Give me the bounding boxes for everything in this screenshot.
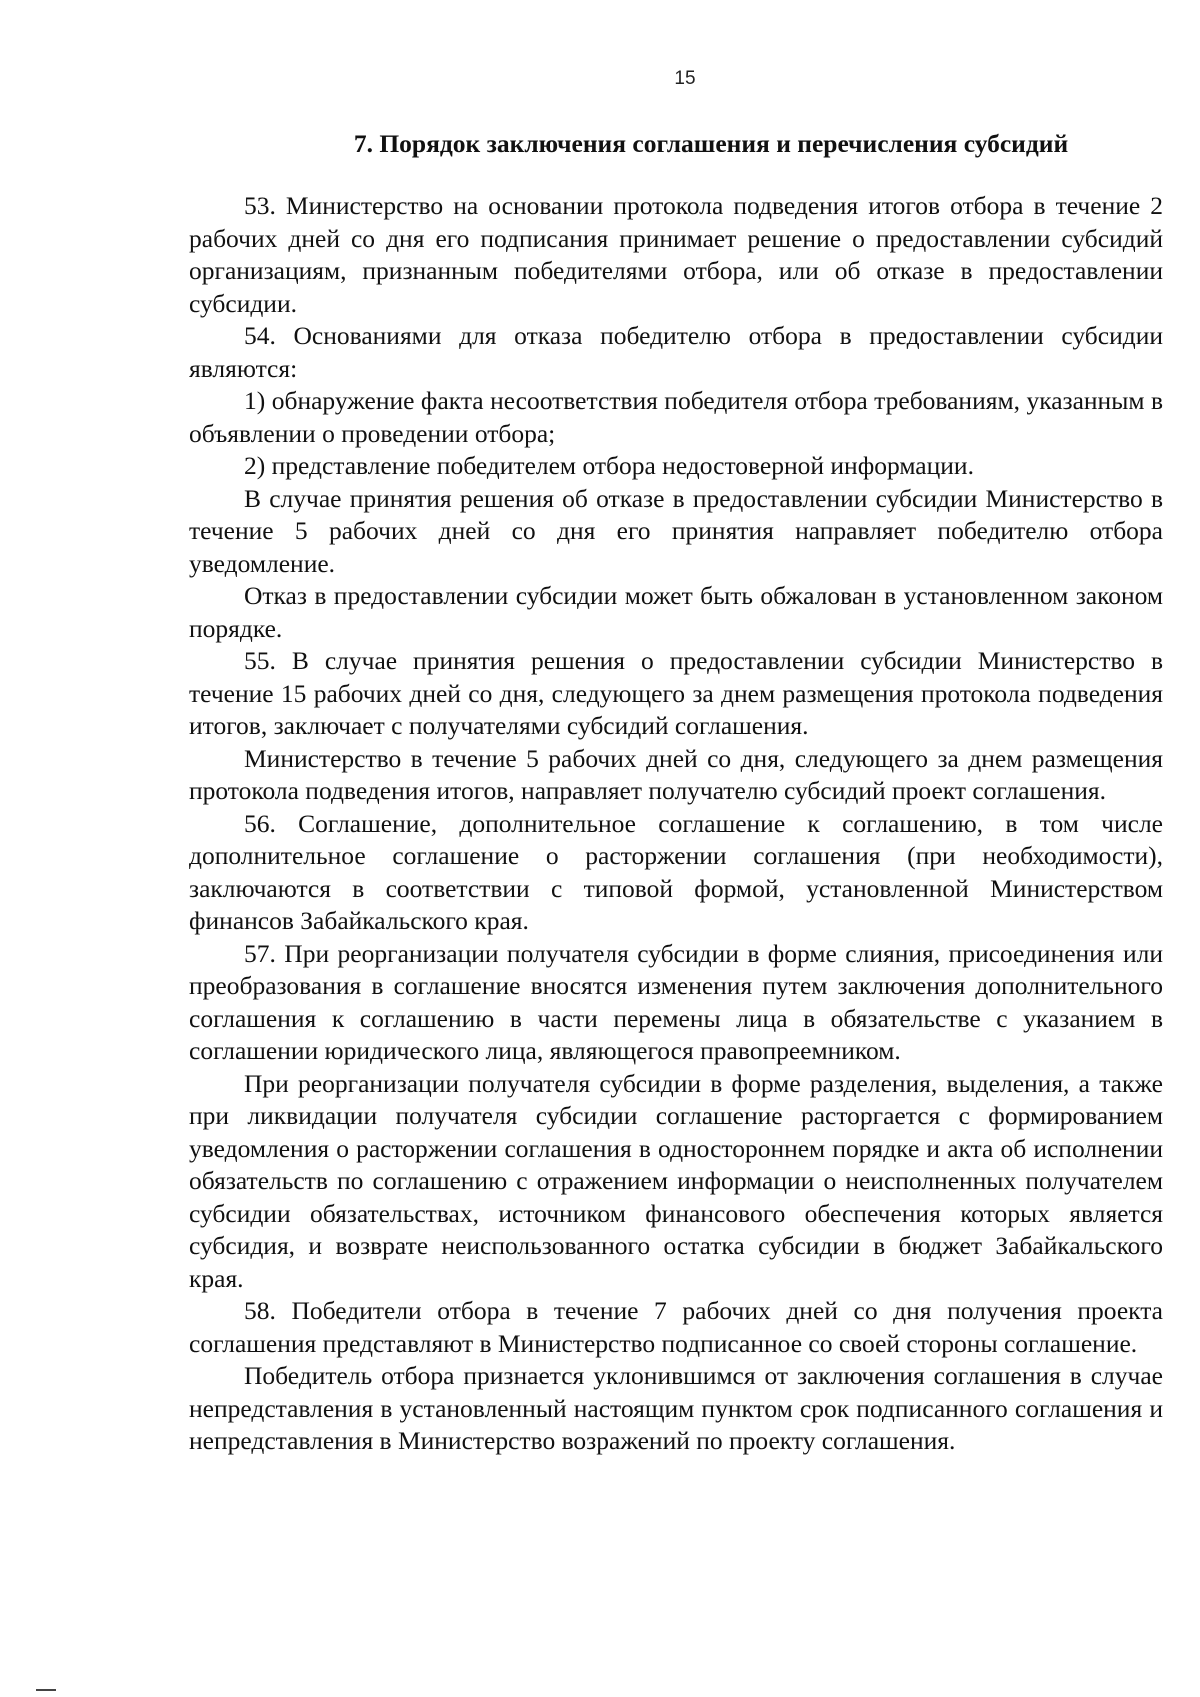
paragraph-57-division: При реорганизации получателя субсидии в форме разделения, выделения, а также при ликвидации получателя субсидии соглашение расторгается с формированием уведомления о расторжении соглашения в одностороннем порядке и акта об исполнении обязательств по соглашению с отражением информации о неисполненных получателем субсидии обязательствах, источником финансового обеспечения которых является субсидия, и возврате неиспользованного остатка субсидии в бюджет Забайкальского края. — [189, 1068, 1163, 1293]
paragraph-54-item-1: 1) обнаружение факта несоответствия победителя отбора требованиям, указанным в объявлении о проведении отбора; — [189, 386, 1163, 448]
paragraph-55: 55. В случае принятия решения о предоставлении субсидии Министерство в течение 15 рабочих дней со дня, следующего за днем размещения протокола подведения итогов, заключает с получателями субсидий соглашения. — [189, 646, 1163, 740]
paragraph-56: 56. Соглашение, дополнительное соглашение к соглашению, в том числе дополнительное соглашение о расторжении соглашения (при необходимости), заключаются в соответствии с типовой формой, установленной Министерством финансов Забайкальского края. — [189, 808, 1163, 935]
paragraph-55-draft: Министерство в течение 5 рабочих дней со дня, следующего за днем размещения протокола подведения итогов, направляет получателю субсидий проект соглашения. — [189, 743, 1163, 805]
page-number: 15 — [674, 68, 696, 89]
paragraph-58: 58. Победители отбора в течение 7 рабочих дней со дня получения проекта соглашения представляют в Министерство подписанное со своей стороны соглашение. — [189, 1296, 1163, 1358]
paragraph-refusal-appeal: Отказ в предоставлении субсидии может быть обжалован в установленном законом порядке. — [189, 581, 1163, 643]
paragraph-54-item-2: 2) представление победителем отбора недостоверной информации. — [244, 451, 974, 480]
section-title: 7. Порядок заключения соглашения и перечисления субсидий — [353, 129, 1069, 158]
paragraph-57: 57. При реорганизации получателя субсидии в форме слияния, присоединения или преобразования в соглашение вносятся изменения путем заключения дополнительного соглашения к соглашению в части перемены лица в обязательстве с указанием в соглашении юридического лица, являющегося правопреемником. — [189, 938, 1163, 1065]
document-body — [189, 128, 1163, 1458]
paragraph-54: 54. Основаниями для отказа победителю отбора в предоставлении субсидии являются: — [189, 321, 1163, 383]
paragraph-refusal-notice: В случае принятия решения об отказе в предоставлении субсидии Министерство в течение 5 рабочих дней со дня его принятия направляет победителю отбора уведомление. — [189, 483, 1163, 578]
paragraph-58-evasion: Победитель отбора признается уклонившимся от заключения соглашения в случае непредставления в установленный настоящим пунктом срок подписанного соглашения и непредставления в Министерство возражений по проекту соглашения. — [189, 1361, 1163, 1455]
paragraph-53: 53. Министерство на основании протокола подведения итогов отбора в течение 2 рабочих дней со дня его подписания принимает решение о предоставлении субсидий организациям, признанным победителями отбора, или об отказе в предоставлении субсидии. — [189, 191, 1163, 318]
scan-mark — [36, 1689, 56, 1691]
